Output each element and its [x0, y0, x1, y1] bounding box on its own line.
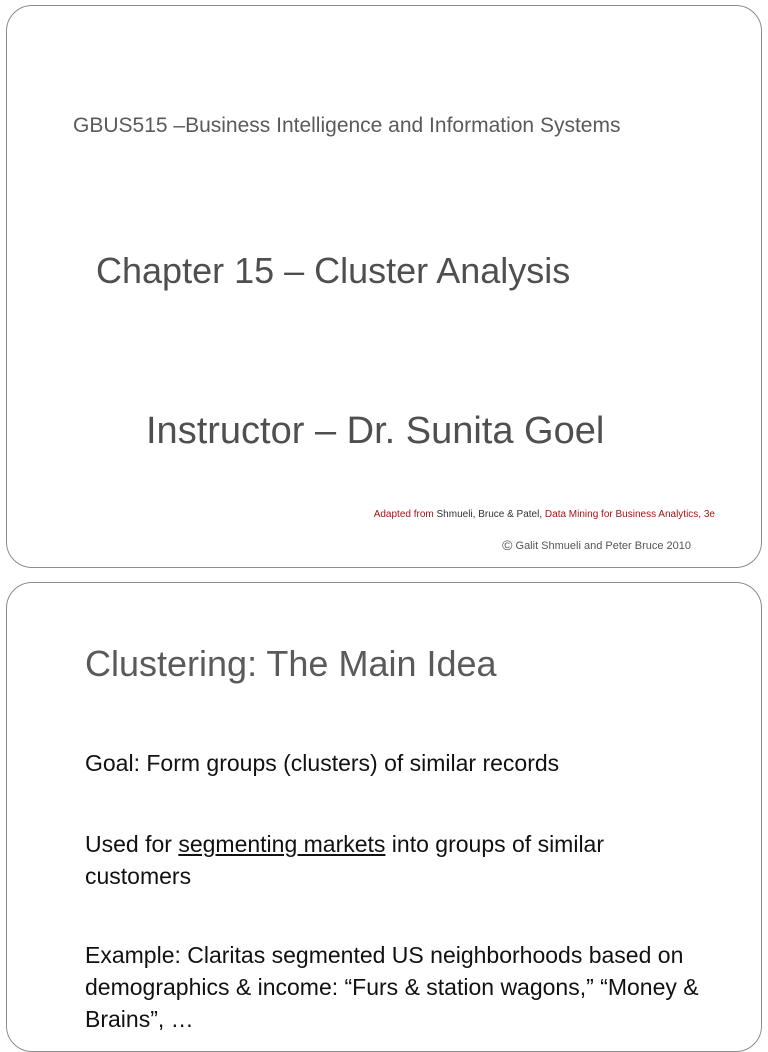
- usage-suffix: into groups of similar customers: [85, 831, 605, 889]
- slide-heading: Clustering: The Main Idea: [85, 643, 497, 684]
- slide-title: [6, 5, 762, 568]
- chapter-title: Chapter 15 – Cluster Analysis: [96, 250, 571, 291]
- copyright-symbol: ©: [502, 537, 513, 553]
- attribution: [374, 509, 715, 520]
- slide-main-idea: [6, 582, 762, 1052]
- usage-emphasis: segmenting markets: [178, 831, 386, 857]
- copyright-text: Galit Shmueli and Peter Bruce 2010: [512, 540, 691, 552]
- attribution-prefix: Adapted from: [373, 509, 434, 520]
- example-text: Example: Claritas segmented US neighborhoods based on demographics & income: “Furs & station wagons,” “Money & Brains”, …: [85, 942, 699, 1032]
- usage-prefix: Used for: [85, 831, 179, 857]
- course-title: GBUS515 –Business Intelligence and Information Systems: [73, 114, 621, 137]
- goal-text: Goal: Form groups (clusters) of similar records: [85, 750, 560, 776]
- usage-text: [85, 828, 705, 892]
- instructor-name: Instructor – Dr. Sunita Goel: [146, 410, 605, 452]
- attribution-authors: Shmueli, Bruce & Patel,: [433, 509, 545, 520]
- attribution-book: Data Mining for Business Analytics, 3e: [544, 509, 715, 520]
- copyright-notice: [502, 537, 691, 553]
